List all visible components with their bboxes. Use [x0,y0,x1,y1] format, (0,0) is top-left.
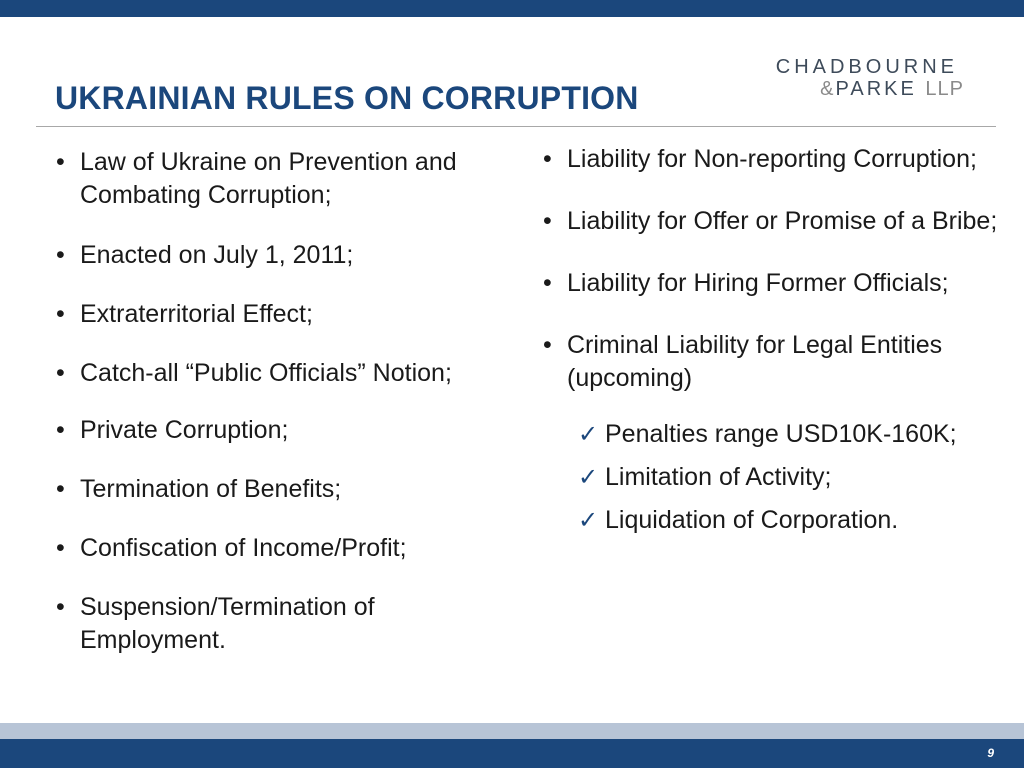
title-divider [36,126,996,127]
sub-list-item: ✓ Liquidation of Corporation. [578,504,1003,537]
list-item: • Termination of Benefits; [56,473,516,506]
left-bullet-list [56,146,516,683]
bullet-icon: • [56,534,65,562]
logo-line-parke [776,78,964,100]
bullet-icon: • [56,148,65,176]
right-column [543,143,1003,547]
bullet-icon: • [543,269,552,297]
bullet-icon: • [543,145,552,173]
right-bullet-list [543,143,1003,395]
bullet-icon: • [543,207,552,235]
checkmark-icon: ✓ [578,464,599,491]
logo-ampersand: & [820,78,834,100]
list-item: • Suspension/Termination of Employment. [56,593,375,654]
list-item: • Liability for Offer or Promise of a Bribe; [543,205,1003,238]
bullet-icon: • [56,475,65,503]
checkmark-icon: ✓ [578,421,599,448]
list-item: • Enacted on July 1, 2011; [56,239,516,272]
company-logo [775,56,964,100]
bullet-icon: • [56,359,65,387]
list-item: • Confiscation of Income/Profit; [56,532,516,565]
logo-parke: PARKE [835,78,917,100]
bottom-stripe [0,723,1024,739]
bottom-bar [0,739,1024,768]
bullet-icon: • [543,331,552,359]
logo-llp: LLP [925,78,964,100]
bullet-icon: • [56,593,65,621]
list-item: • Liability for Hiring Former Officials; [543,267,1003,300]
list-item: • Law of Ukraine on Prevention and Combating Corruption; [56,148,457,209]
bullet-icon: • [56,241,65,269]
list-item: • Criminal Liability for Legal Entities (upcoming) [543,331,943,392]
list-item: • Private Corruption; [56,414,516,447]
bullet-icon: • [56,300,65,328]
sub-list-item: ✓ Penalties range USD10K-160K; [578,418,1003,451]
checkmark-icon: ✓ [578,507,599,534]
list-item: • Catch-all “Public Officials” Notion; [56,357,516,390]
sub-list-item: ✓ Limitation of Activity; [578,461,1003,494]
logo-line-chadbourne: CHADBOURNE [775,56,958,78]
bullet-icon: • [56,416,65,444]
page-number: 9 [987,746,994,760]
slide-title: UKRAINIAN RULES ON CORRUPTION [55,80,639,116]
list-item: • Liability for Non-reporting Corruption; [543,143,1003,176]
penalties-sublist [578,418,1003,537]
top-bar [0,0,1024,17]
list-item: • Extraterritorial Effect; [56,298,516,331]
